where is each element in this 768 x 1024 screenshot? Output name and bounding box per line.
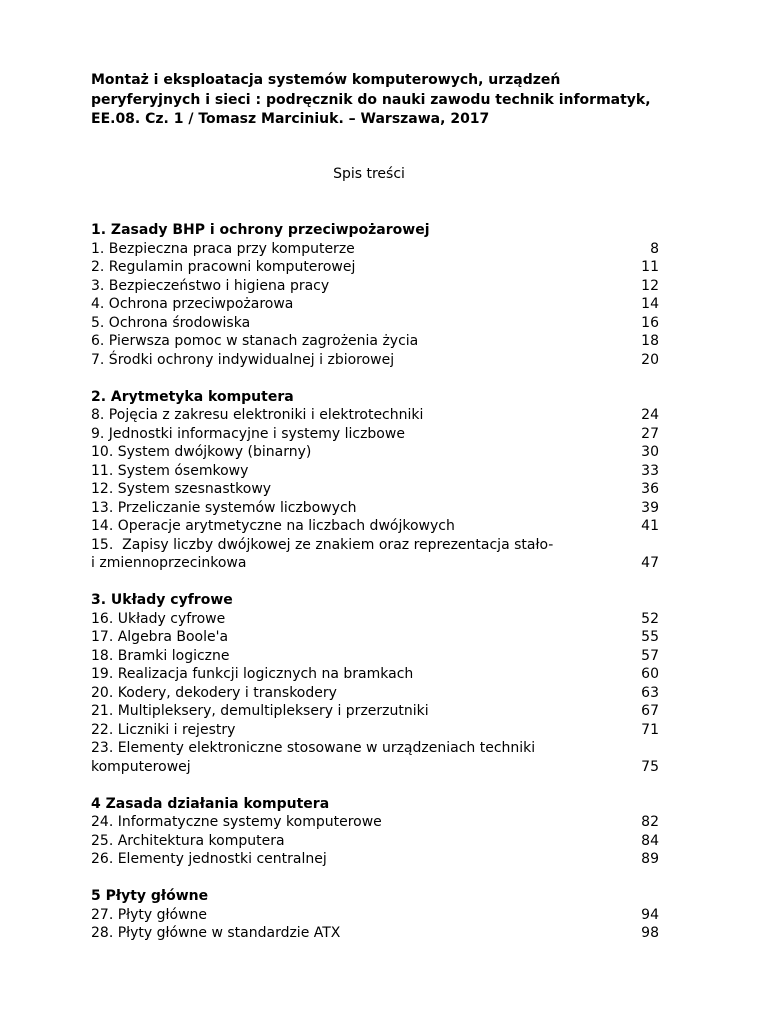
entry-title: 20. Kodery, dekodery i transkodery <box>91 684 337 701</box>
entry-title: 1. Bezpieczna praca przy komputerze <box>91 240 355 257</box>
entry-title: 2. Regulamin pracowni komputerowej <box>91 259 356 275</box>
toc-entry <box>91 721 661 740</box>
toc-entry <box>91 647 661 666</box>
entry-page-number: 18 <box>641 333 659 349</box>
entry-title: 27. Płyty główne <box>91 906 208 923</box>
toc-entry <box>91 406 661 425</box>
entry-page-number: 39 <box>641 499 659 516</box>
section-title: 5 Płyty główne <box>91 888 209 904</box>
toc-entry <box>91 924 661 943</box>
entry-title: 23. Elementy elektroniczne stosowane w urządzeniach techniki komputerowej <box>91 740 536 775</box>
entry-page-number: 82 <box>641 814 659 830</box>
toc-entry <box>91 665 661 684</box>
entry-title: 15. Zapisy liczby dwójkowej ze znakiem oraz reprezentacja stało- i zmiennoprzecinkowa <box>91 536 554 571</box>
entry-title: 3. Bezpieczeństwo i higiena pracy <box>91 277 330 294</box>
entry-page-number: 71 <box>641 721 659 738</box>
toc-entry <box>91 536 661 573</box>
toc-entry <box>91 702 661 721</box>
entry-page-number: 55 <box>641 629 659 645</box>
toc-entry <box>91 850 661 869</box>
toc-entry <box>91 277 661 296</box>
entry-title: 10. System dwójkowy (binarny) <box>91 444 312 460</box>
toc-entry <box>91 351 661 370</box>
entry-page-number: 47 <box>641 555 659 571</box>
entry-title: 25. Architektura komputera <box>91 832 285 849</box>
entry-title: 17. Algebra Boole'a <box>91 629 229 645</box>
entry-page-number: 36 <box>641 481 659 497</box>
entry-page-number: 94 <box>641 906 659 923</box>
entry-title: 13. Przeliczanie systemów liczbowych <box>91 499 357 516</box>
toc-entry <box>91 499 661 518</box>
entry-page-number: 11 <box>641 259 659 275</box>
toc-heading: Spis treści <box>333 166 405 182</box>
entry-page-number: 41 <box>641 518 659 534</box>
entry-title: 22. Liczniki i rejestry <box>91 721 236 738</box>
entry-title: 14. Operacje arytmetyczne na liczbach dwójkowych <box>91 518 455 534</box>
entry-page-number: 8 <box>650 240 659 257</box>
table-of-contents <box>91 221 661 961</box>
entry-page-number: 24 <box>641 407 659 423</box>
entry-title: 8. Pojęcia z zakresu elektroniki i elektrotechniki <box>91 407 424 423</box>
entry-page-number: 57 <box>641 647 659 664</box>
entry-title: 5. Ochrona środowiska <box>91 314 251 331</box>
toc-section <box>91 221 661 369</box>
toc-entry <box>91 443 661 462</box>
toc-entry <box>91 480 661 499</box>
toc-section <box>91 591 661 776</box>
toc-entry <box>91 258 661 277</box>
toc-entry <box>91 906 661 925</box>
toc-entry <box>91 425 661 444</box>
entry-title: 16. Układy cyfrowe <box>91 610 226 627</box>
entry-title: 26. Elementy jednostki centralnej <box>91 851 327 867</box>
entry-title: 7. Środki ochrony indywidualnej i zbiorowej <box>91 351 395 368</box>
section-title: 1. Zasady BHP i ochrony przeciwpożarowej <box>91 222 430 238</box>
entry-title: 4. Ochrona przeciwpożarowa <box>91 296 294 312</box>
entry-page-number: 89 <box>641 851 659 867</box>
toc-entry <box>91 813 661 832</box>
toc-entry <box>91 832 661 851</box>
toc-entry <box>91 314 661 333</box>
toc-entry <box>91 610 661 629</box>
toc-section <box>91 887 661 943</box>
entry-title: 28. Płyty główne w standardzie ATX <box>91 925 341 941</box>
toc-entry <box>91 462 661 481</box>
entry-page-number: 16 <box>641 314 659 331</box>
entry-page-number: 20 <box>641 351 659 368</box>
toc-entry <box>91 240 661 259</box>
toc-section <box>91 795 661 869</box>
toc-entry <box>91 628 661 647</box>
entry-page-number: 30 <box>641 444 659 460</box>
entry-page-number: 63 <box>641 684 659 701</box>
toc-entry <box>91 684 661 703</box>
entry-title: 6. Pierwsza pomoc w stanach zagrożenia życia <box>91 333 419 349</box>
entry-page-number: 27 <box>641 425 659 442</box>
entry-page-number: 67 <box>641 703 659 719</box>
entry-page-number: 33 <box>641 462 659 479</box>
entry-page-number: 84 <box>641 832 659 849</box>
entry-page-number: 75 <box>641 758 659 775</box>
entry-page-number: 52 <box>641 610 659 627</box>
entry-title: 24. Informatyczne systemy komputerowe <box>91 814 382 830</box>
entry-title: 21. Multipleksery, demultipleksery i przerzutniki <box>91 703 429 719</box>
entry-page-number: 14 <box>641 296 659 312</box>
toc-entry <box>91 295 661 314</box>
toc-entry <box>91 332 661 351</box>
entry-title: 12. System szesnastkowy <box>91 481 272 497</box>
section-title: 2. Arytmetyka komputera <box>91 388 294 405</box>
entry-title: 19. Realizacja funkcji logicznych na bramkach <box>91 666 414 682</box>
toc-entry <box>91 517 661 536</box>
entry-page-number: 98 <box>641 925 659 941</box>
entry-page-number: 60 <box>641 666 659 682</box>
entry-page-number: 12 <box>641 277 659 294</box>
document-header: Montaż i eksploatacja systemów komputerowych, urządzeń peryferyjnych i sieci : podręcznik do nauki zawodu technik informatyk, EE.08. Cz. 1 / Tomasz Marciniuk. – Warszawa, 2017 <box>91 72 651 127</box>
section-title: 3. Układy cyfrowe <box>91 592 233 608</box>
entry-title: 18. Bramki logiczne <box>91 647 230 664</box>
toc-entry <box>91 739 661 776</box>
entry-title: 9. Jednostki informacyjne i systemy liczbowe <box>91 425 405 442</box>
section-title: 4 Zasada działania komputera <box>91 795 330 812</box>
entry-title: 11. System ósemkowy <box>91 462 249 479</box>
toc-section <box>91 388 661 573</box>
